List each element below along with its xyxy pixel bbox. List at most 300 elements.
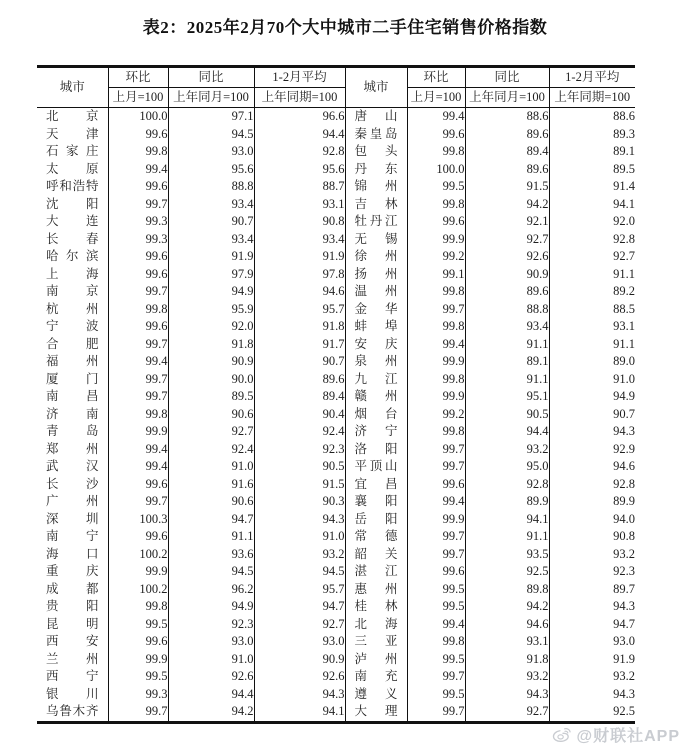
mom-value-cell: 99.6 [407,126,465,144]
avg-value-cell: 89.2 [613,284,635,298]
avg-value-cell: 94.3 [613,599,635,613]
page-title: 表2：2025年2月70个大中城市二手住宅销售价格指数 [142,18,548,37]
yoy-value-cell: 92.7 [465,231,549,249]
yoy-value-cell: 90.9 [465,266,549,284]
yoy-value-cell: 94.2 [168,703,254,722]
mom-value-cell: 99.8 [108,598,168,616]
mom-value-cell: 99.7 [407,703,465,722]
avg-value-cell: 89.6 [254,371,345,389]
avg-value-cell: 89.4 [254,388,345,406]
mom-value-cell: 100.3 [108,511,168,529]
city-cell: 湛 江 [345,563,407,581]
header-city-right: 城市 [345,67,407,108]
mom-value-cell: 99.5 [407,598,465,616]
yoy-value-cell: 92.0 [168,318,254,336]
mom-value-cell: 99.8 [407,423,465,441]
city-cell: 南 京 [37,283,108,301]
yoy-value-cell: 91.8 [465,651,549,669]
mom-value-cell: 99.4 [108,458,168,476]
avg-value-cell: 94.3 [254,686,345,704]
mom-value-cell: 99.7 [108,336,168,354]
header-avg-right: 1-2月平均 [549,67,635,88]
avg-value-cell: 90.7 [613,406,635,421]
avg-value-cell: 88.7 [254,178,345,196]
yoy-value-cell: 91.1 [465,371,549,389]
avg-value-cell: 91.4 [613,179,635,193]
avg-value-cell: 90.8 [613,529,635,543]
city-cell: 烟 台 [345,406,407,424]
price-index-table [37,65,635,724]
avg-value-cell: 90.3 [254,493,345,511]
city-cell: 北 京 [37,108,108,126]
city-cell: 三 亚 [345,633,407,651]
city-cell: 石 家 庄 [37,143,108,161]
city-cell: 成 都 [37,581,108,599]
city-cell: 安 庆 [345,336,407,354]
header-yoy-base-right: 上年同月=100 [465,88,549,108]
mom-value-cell: 99.9 [407,388,465,406]
avg-value-cell: 91.0 [254,528,345,546]
table-row [37,283,635,301]
yoy-value-cell: 97.1 [168,108,254,126]
avg-value-cell: 92.8 [613,231,635,246]
avg-value-cell: 94.4 [254,126,345,144]
city-cell: 天 津 [37,126,108,144]
header-yoy-base-left: 上年同月=100 [168,88,254,108]
mom-value-cell: 99.6 [407,213,465,231]
yoy-value-cell: 93.4 [465,318,549,336]
table-row [37,318,635,336]
yoy-value-cell: 89.6 [465,161,549,179]
yoy-value-cell: 88.8 [465,301,549,319]
avg-value-cell: 89.9 [613,494,635,508]
table-row [37,143,635,161]
yoy-value-cell: 90.6 [168,406,254,424]
avg-value-cell: 91.9 [613,651,635,666]
city-cell: 广 州 [37,493,108,511]
city-cell: 徐 州 [345,248,407,266]
city-cell: 赣 州 [345,388,407,406]
mom-value-cell: 99.7 [407,458,465,476]
table-row [37,423,635,441]
mom-value-cell: 99.9 [407,231,465,249]
mom-value-cell: 99.7 [108,388,168,406]
mom-value-cell: 99.4 [108,353,168,371]
mom-value-cell: 99.9 [108,563,168,581]
mom-value-cell: 99.6 [108,126,168,144]
city-cell: 厦 门 [37,371,108,389]
yoy-value-cell: 97.9 [168,266,254,284]
avg-value-cell: 88.5 [613,301,635,316]
yoy-value-cell: 94.2 [465,196,549,214]
city-cell: 长 沙 [37,476,108,494]
city-cell: 九 江 [345,371,407,389]
mom-value-cell: 99.7 [407,528,465,546]
city-cell: 深 圳 [37,511,108,529]
table-row [37,213,635,231]
city-cell: 惠 州 [345,581,407,599]
mom-value-cell: 99.7 [108,703,168,722]
mom-value-cell: 99.5 [407,581,465,599]
avg-value-cell: 96.6 [254,108,345,126]
city-cell: 太 原 [37,161,108,179]
yoy-value-cell: 91.0 [168,651,254,669]
city-cell: 合 肥 [37,336,108,354]
yoy-value-cell: 91.8 [168,336,254,354]
avg-value-cell: 88.6 [613,109,635,123]
mom-value-cell: 99.6 [108,528,168,546]
city-cell: 西 安 [37,633,108,651]
table-row [37,546,635,564]
avg-value-cell: 92.7 [254,616,345,634]
avg-value-cell: 89.7 [613,581,635,596]
table-row [37,581,635,599]
avg-value-cell: 94.7 [254,598,345,616]
city-cell: 重 庆 [37,563,108,581]
table-row [37,108,635,126]
avg-value-cell: 94.0 [613,511,635,526]
avg-value-cell: 92.8 [254,143,345,161]
header-mom-base-left: 上月=100 [108,88,168,108]
yoy-value-cell: 89.6 [465,283,549,301]
mom-value-cell: 99.1 [407,266,465,284]
avg-value-cell: 89.1 [613,144,635,158]
mom-value-cell: 99.5 [407,651,465,669]
city-cell: 宁 波 [37,318,108,336]
avg-value-cell: 92.4 [254,423,345,441]
mom-value-cell: 100.2 [108,581,168,599]
mom-value-cell: 99.3 [108,213,168,231]
city-cell: 金 华 [345,301,407,319]
table-row [37,598,635,616]
city-cell: 大 理 [345,703,407,722]
mom-value-cell: 99.9 [108,423,168,441]
table-row [37,266,635,284]
yoy-value-cell: 94.6 [465,616,549,634]
yoy-value-cell: 92.6 [465,248,549,266]
city-cell: 吉 林 [345,196,407,214]
city-cell: 锦 州 [345,178,407,196]
mom-value-cell: 99.8 [407,143,465,161]
yoy-value-cell: 93.0 [168,143,254,161]
yoy-value-cell: 92.7 [168,423,254,441]
avg-value-cell: 92.3 [254,441,345,459]
city-cell: 济 宁 [345,423,407,441]
table-row [37,126,635,144]
table-row [37,616,635,634]
mom-value-cell: 99.6 [108,178,168,196]
city-cell: 蚌 埠 [345,318,407,336]
mom-value-cell: 99.6 [108,318,168,336]
avg-value-cell: 91.1 [613,266,635,281]
mom-value-cell: 99.7 [407,546,465,564]
yoy-value-cell: 95.0 [465,458,549,476]
avg-value-cell: 94.6 [613,459,635,473]
yoy-value-cell: 94.5 [168,563,254,581]
table-body [37,108,635,723]
city-cell: 扬 州 [345,266,407,284]
yoy-value-cell: 90.0 [168,371,254,389]
avg-value-cell: 92.5 [613,704,635,718]
mom-value-cell: 99.2 [407,248,465,266]
city-cell: 济 南 [37,406,108,424]
yoy-value-cell: 88.6 [465,108,549,126]
avg-value-cell: 93.0 [254,633,345,651]
avg-value-cell: 93.4 [254,231,345,249]
avg-value-cell: 94.3 [613,686,635,701]
city-cell: 海 口 [37,546,108,564]
avg-value-cell: 93.1 [613,319,635,333]
mom-value-cell: 99.8 [407,283,465,301]
yoy-value-cell: 94.4 [168,686,254,704]
table-row [37,563,635,581]
yoy-value-cell: 91.0 [168,458,254,476]
yoy-value-cell: 96.2 [168,581,254,599]
avg-value-cell: 89.5 [613,161,635,176]
mom-value-cell: 99.8 [108,143,168,161]
yoy-value-cell: 94.2 [465,598,549,616]
avg-value-cell: 94.1 [613,196,635,211]
yoy-value-cell: 91.1 [168,528,254,546]
mom-value-cell: 99.8 [407,633,465,651]
city-cell: 上 海 [37,266,108,284]
mom-value-cell: 99.7 [407,301,465,319]
avg-value-cell: 92.7 [613,249,635,263]
table-row [37,196,635,214]
yoy-value-cell: 92.7 [465,703,549,722]
mom-value-cell: 99.8 [407,371,465,389]
watermark-text: @财联社APP [576,728,680,745]
table-row [37,703,635,722]
yoy-value-cell: 93.4 [168,196,254,214]
yoy-value-cell: 92.5 [465,563,549,581]
header-mom-base-right: 上月=100 [407,88,465,108]
avg-value-cell: 90.5 [254,458,345,476]
table-row [37,528,635,546]
city-cell: 泸 州 [345,651,407,669]
avg-value-cell: 89.3 [613,126,635,141]
yoy-value-cell: 94.5 [168,126,254,144]
city-cell: 兰 州 [37,651,108,669]
yoy-value-cell: 92.3 [168,616,254,634]
yoy-value-cell: 92.1 [465,213,549,231]
table-row [37,388,635,406]
yoy-value-cell: 89.8 [465,581,549,599]
yoy-value-cell: 91.5 [465,178,549,196]
avg-value-cell: 94.9 [613,389,635,403]
mom-value-cell: 99.4 [407,108,465,126]
city-cell: 岳 阳 [345,511,407,529]
yoy-value-cell: 94.1 [465,511,549,529]
yoy-value-cell: 90.6 [168,493,254,511]
yoy-value-cell: 93.4 [168,231,254,249]
city-cell: 丹 东 [345,161,407,179]
mom-value-cell: 99.6 [108,633,168,651]
yoy-value-cell: 94.9 [168,283,254,301]
avg-value-cell: 90.9 [254,651,345,669]
mom-value-cell: 99.8 [407,318,465,336]
yoy-value-cell: 93.6 [168,546,254,564]
city-cell: 牡 丹 江 [345,213,407,231]
city-cell: 杭 州 [37,301,108,319]
avg-value-cell: 94.5 [254,563,345,581]
city-cell: 秦 皇 岛 [345,126,407,144]
city-cell: 常 德 [345,528,407,546]
mom-value-cell: 99.7 [108,493,168,511]
city-cell: 沈 阳 [37,196,108,214]
city-cell: 昆 明 [37,616,108,634]
mom-value-cell: 99.4 [407,493,465,511]
table-row [37,406,635,424]
mom-value-cell: 99.7 [108,283,168,301]
avg-value-cell: 92.0 [613,214,635,228]
avg-value-cell: 94.6 [254,283,345,301]
mom-value-cell: 99.6 [407,563,465,581]
table-row [37,651,635,669]
avg-value-cell: 94.3 [254,511,345,529]
yoy-value-cell: 92.6 [168,668,254,686]
mom-value-cell: 99.5 [407,178,465,196]
table-row [37,161,635,179]
mom-value-cell: 99.5 [108,616,168,634]
mom-value-cell: 99.6 [108,476,168,494]
table-row [37,686,635,704]
city-cell: 桂 林 [345,598,407,616]
avg-value-cell: 90.4 [254,406,345,424]
yoy-value-cell: 89.5 [168,388,254,406]
mom-value-cell: 99.4 [108,161,168,179]
table-row [37,301,635,319]
city-cell: 韶 关 [345,546,407,564]
table-header [37,67,635,108]
avg-value-cell: 93.0 [613,634,635,648]
city-cell: 郑 州 [37,441,108,459]
yoy-value-cell: 91.1 [465,336,549,354]
city-cell: 南 昌 [37,388,108,406]
city-cell: 银 川 [37,686,108,704]
yoy-value-cell: 93.1 [465,633,549,651]
city-cell: 温 州 [345,283,407,301]
header-row-2 [37,88,635,108]
table-row [37,511,635,529]
yoy-value-cell: 94.9 [168,598,254,616]
mom-value-cell: 99.7 [407,668,465,686]
table-row [37,493,635,511]
mom-value-cell: 99.6 [407,476,465,494]
mom-value-cell: 99.8 [108,301,168,319]
city-cell: 乌 鲁 木 齐 [37,703,108,722]
header-yoy-right: 同比 [465,67,549,88]
yoy-value-cell: 94.4 [465,423,549,441]
avg-value-cell: 94.1 [254,703,345,722]
city-cell: 哈 尔 滨 [37,248,108,266]
watermark [552,723,680,746]
yoy-value-cell: 88.8 [168,178,254,196]
yoy-value-cell: 93.5 [465,546,549,564]
city-cell: 南 充 [345,668,407,686]
mom-value-cell: 99.3 [108,231,168,249]
yoy-value-cell: 91.9 [168,248,254,266]
avg-value-cell: 93.2 [613,546,635,561]
yoy-value-cell: 92.8 [465,476,549,494]
avg-value-cell: 95.7 [254,301,345,319]
yoy-value-cell: 90.5 [465,406,549,424]
city-cell: 贵 阳 [37,598,108,616]
city-cell: 福 州 [37,353,108,371]
avg-value-cell: 91.9 [254,248,345,266]
avg-value-cell: 92.3 [613,564,635,578]
yoy-value-cell: 89.9 [465,493,549,511]
header-city-left: 城市 [37,67,108,108]
mom-value-cell: 99.5 [108,668,168,686]
city-cell: 无 锡 [345,231,407,249]
avg-value-cell: 95.7 [254,581,345,599]
table-row [37,353,635,371]
avg-value-cell: 91.5 [254,476,345,494]
city-cell: 南 宁 [37,528,108,546]
weibo-icon [552,726,572,743]
city-cell: 襄 阳 [345,493,407,511]
mom-value-cell: 99.7 [407,441,465,459]
mom-value-cell: 99.9 [407,511,465,529]
yoy-value-cell: 93.0 [168,633,254,651]
table-row [37,441,635,459]
mom-value-cell: 99.2 [407,406,465,424]
mom-value-cell: 99.6 [108,248,168,266]
avg-value-cell: 89.0 [613,354,635,368]
city-cell: 平 顶 山 [345,458,407,476]
mom-value-cell: 99.6 [108,266,168,284]
mom-value-cell: 99.4 [407,336,465,354]
mom-value-cell: 99.7 [108,371,168,389]
city-cell: 包 头 [345,143,407,161]
yoy-value-cell: 95.9 [168,301,254,319]
avg-value-cell: 90.8 [254,213,345,231]
avg-value-cell: 93.2 [613,669,635,683]
yoy-value-cell: 91.1 [465,528,549,546]
city-cell: 呼 和 浩 特 [37,178,108,196]
city-cell: 青 岛 [37,423,108,441]
city-cell: 北 海 [345,616,407,634]
avg-value-cell: 93.2 [254,546,345,564]
header-avg-left: 1-2月平均 [254,67,345,88]
mom-value-cell: 99.9 [407,353,465,371]
city-cell: 唐 山 [345,108,407,126]
header-yoy-left: 同比 [168,67,254,88]
mom-value-cell: 100.2 [108,546,168,564]
city-cell: 洛 阳 [345,441,407,459]
avg-value-cell: 94.3 [613,424,635,438]
yoy-value-cell: 90.7 [168,213,254,231]
yoy-value-cell: 90.9 [168,353,254,371]
avg-value-cell: 91.8 [254,318,345,336]
yoy-value-cell: 93.2 [465,441,549,459]
mom-value-cell: 99.8 [407,196,465,214]
avg-value-cell: 93.1 [254,196,345,214]
yoy-value-cell: 94.7 [168,511,254,529]
avg-value-cell: 95.6 [254,161,345,179]
table-row [37,371,635,389]
mom-value-cell: 99.8 [108,406,168,424]
yoy-value-cell: 95.1 [465,388,549,406]
avg-value-cell: 91.7 [254,336,345,354]
mom-value-cell: 100.0 [108,108,168,126]
header-avg-base-left: 上年同期=100 [254,88,345,108]
mom-value-cell: 99.7 [108,196,168,214]
yoy-value-cell: 89.6 [465,126,549,144]
mom-value-cell: 100.0 [407,161,465,179]
table-row [37,458,635,476]
